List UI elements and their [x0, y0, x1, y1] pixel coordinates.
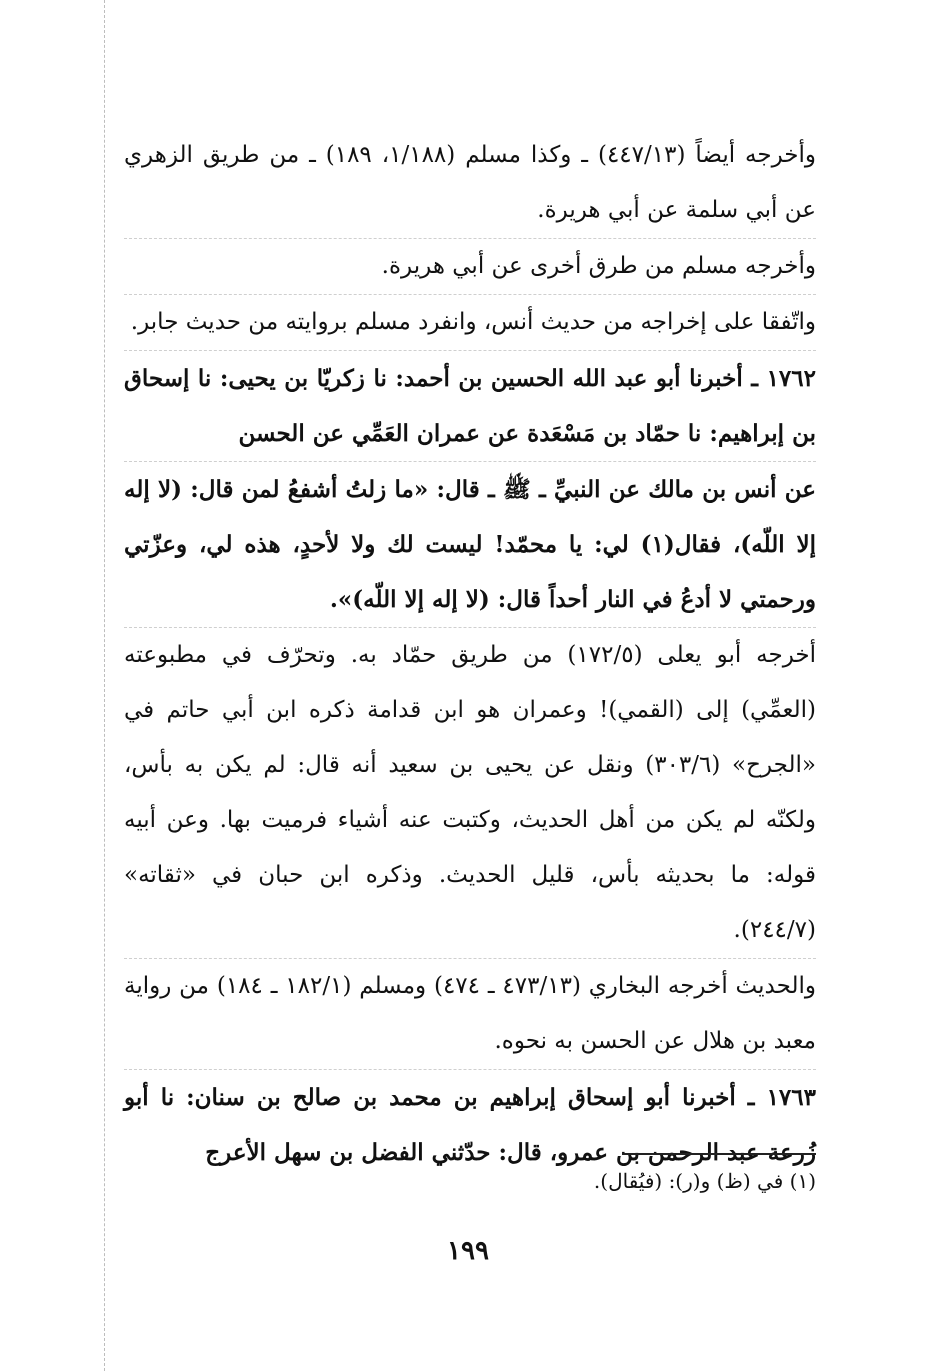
page-number: ١٩٩ [447, 1236, 489, 1266]
page-body [124, 128, 816, 1180]
footnote: (١) في (ظ) و(ر): (فيُقال). [593, 1169, 816, 1193]
hadith-isnad-1763: ١٧٦٣ ـ أخبرنا أبو إسحاق إبراهيم بن محمد بن صالح بن سنان: نا أبو زُرعة عبد الرحمن بن عمرو، قال: حدّثني الفضل بن سهل الأعرج [124, 1069, 816, 1180]
hadith-matn-1762: عن أنس بن مالك عن النبيِّ ـ ﷺ ـ قال: «ما زلتُ أشفعُ لمن قال: (لا إله إلا اللّه)، فقال(١) لي: يا محمّد! ليست لك ولا لأحدٍ، هذه لي، وعزّتي ورحمتي لا أدعُ في النار أحداً قال: (لا إله إلا اللّه)». [124, 461, 816, 627]
hadith-isnad-1762: ١٧٦٢ ـ أخبرنا أبو عبد الله الحسين بن أحمد: نا زكريّا بن يحيى: نا إسحاق بن إبراهيم: نا حمّاد بن مَسْعَدة عن عمران العَمِّي عن الحسن [124, 350, 816, 461]
takhrij-paragraph: والحديث أخرجه البخاري (٤٧٣/١٣ ـ ٤٧٤) ومسلم (١٨٢/١ ـ ١٨٤) من رواية معبد بن هلال عن الحسن به نحوه. [124, 958, 816, 1069]
page-edge-line [104, 0, 105, 1371]
takhrij-paragraph: أخرجه أبو يعلى (١٧٢/٥) من طريق حمّاد به. وتحرّف في مطبوعته (العمِّي) إلى (القمي)! وعمران هو ابن قدامة ذكره ابن أبي حاتم في «الجرح» (٣٠٣/٦) ونقل عن يحيى بن سعيد أنه قال: لم يكن به بأس، ولكنّه لم يكن من أهل الحديث، وكتبت عنه أشياء فرميت بها. وعن أبيه قوله: ما بحديثه بأس، قليل الحديث. وذكره ابن حبان في «ثقاته» (٢٤٤/٧). [124, 627, 816, 958]
paragraph: وأخرجه أيضاً (٤٤٧/١٣) ـ وكذا مسلم (١/١٨٨، ١٨٩) ـ من طريق الزهري عن أبي سلمة عن أبي هريرة. [124, 142, 816, 223]
paragraph: وأخرجه مسلم من طرق أخرى عن أبي هريرة. [124, 238, 816, 294]
footnote-separator [622, 1153, 816, 1155]
paragraph: واتّفقا على إخراجه من حديث أنس، وانفرد مسلم بروايته من حديث جابر. [124, 294, 816, 350]
